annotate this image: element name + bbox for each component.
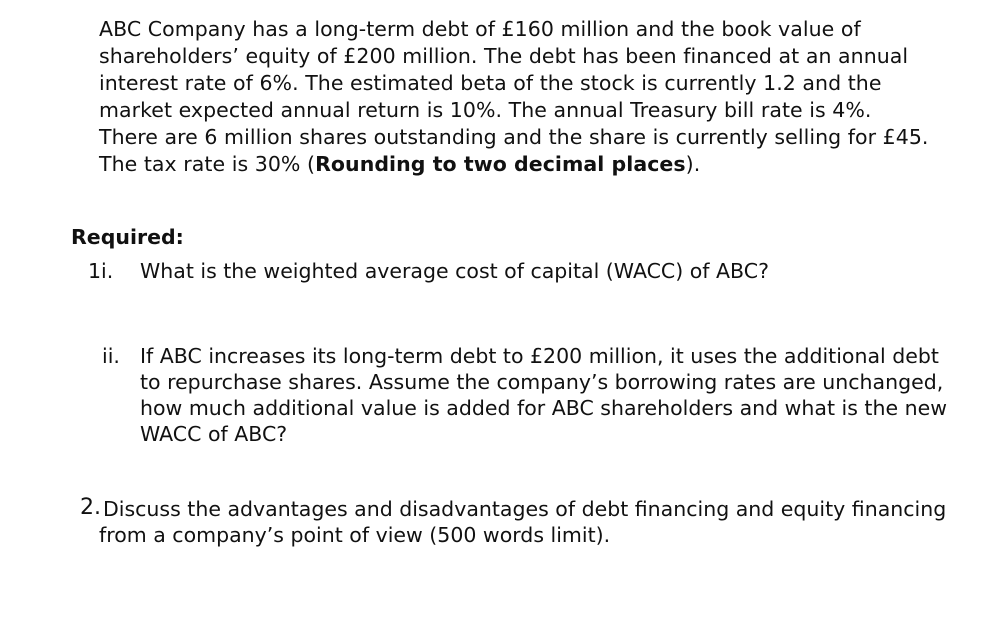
- question-1ii-number: ii.: [102, 344, 120, 368]
- question-2-text-line2: from a company’s point of view (500 words limit).: [99, 523, 611, 547]
- question-1ii-text: If ABC increases its long-term debt to £200 million, it uses the additional debt to repurchase shares. Assume the company’s borrowing rates are unchanged, how much additional value is added for ABC shareholders and what is the new WACC of ABC?: [140, 344, 947, 446]
- problem-statement: [99, 16, 979, 178]
- rounding-instruction: Rounding to two decimal places: [315, 152, 686, 176]
- problem-statement-text: ABC Company has a long-term debt of £160 million and the book value of shareholders’ equity of £200 million. The debt has been financed at an annual interest rate of 6%. The estimated beta of the stock is currently 1.2 and the market expected annual return is 10%. The annual Treasury bill rate is 4%. There are 6 million shares outstanding and the share is currently selling for £45. The tax rate is 30% (: [99, 17, 929, 176]
- question-1i-number: 1i.: [88, 259, 114, 283]
- question-1i-text: What is the weighted average cost of capital (WACC) of ABC?: [140, 259, 769, 283]
- question-2-number: 2.: [80, 495, 101, 520]
- problem-statement-end: ).: [685, 152, 701, 176]
- required-heading: Required:: [71, 225, 184, 249]
- question-2-text-line1: Discuss the advantages and disadvantages of debt financing and equity financing: [103, 497, 947, 521]
